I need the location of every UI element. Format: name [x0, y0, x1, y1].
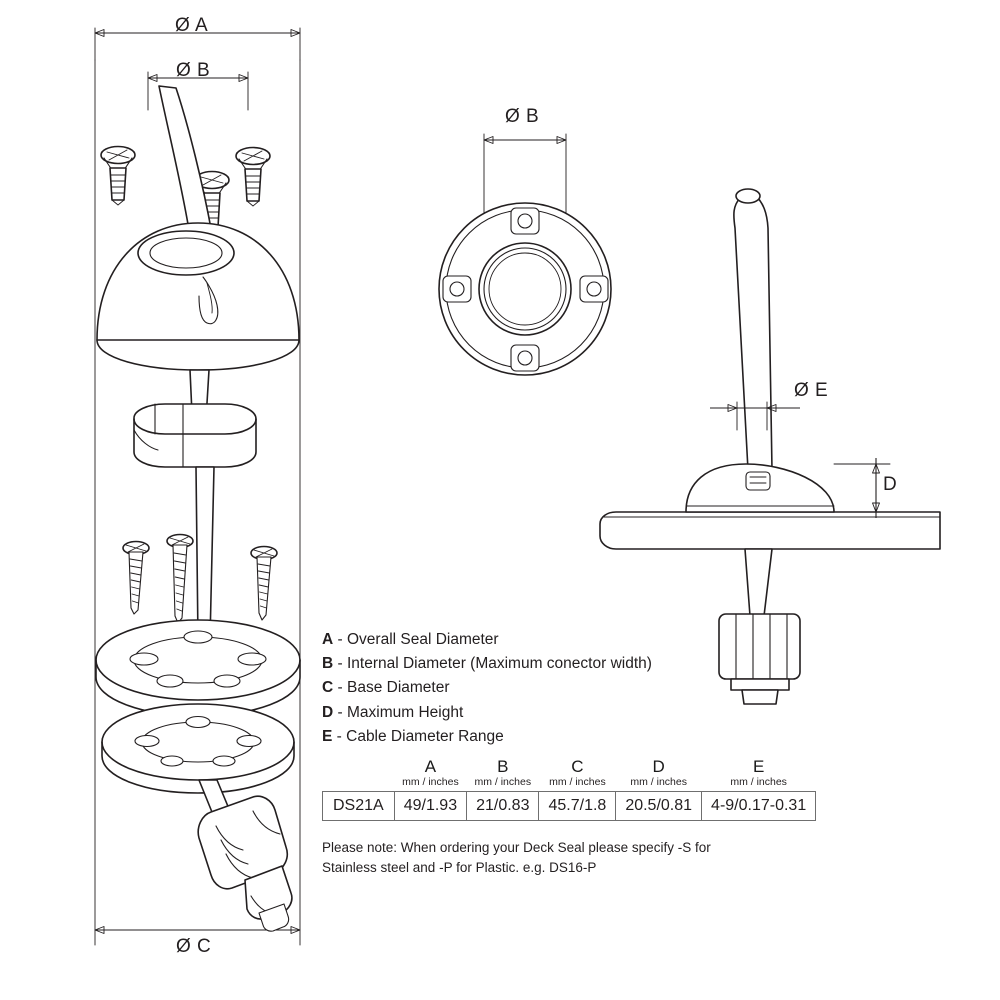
- cable-lower: [196, 467, 214, 640]
- label-base-diameter: Ø C: [176, 936, 212, 957]
- spec-table-head-row: [323, 758, 816, 776]
- legend-text-a: - Overall Seal Diameter: [337, 631, 499, 648]
- legend-text-b: - Internal Diameter (Maximum conector width): [337, 655, 652, 673]
- spec-head-a: A: [424, 757, 437, 776]
- spec-sub-d: mm / inches: [630, 776, 687, 788]
- wood-screw-left: [123, 542, 149, 615]
- legend-item-a: [322, 628, 722, 652]
- wood-screw-middle: [167, 535, 193, 624]
- dimension-max-height: [834, 458, 890, 518]
- legend-key-d: D: [322, 703, 334, 721]
- label-overall-diameter: Ø A: [175, 15, 209, 36]
- legend-text-e: - Cable Diameter Range: [336, 727, 504, 745]
- spec-value-c: 45.7/1.8: [539, 792, 616, 821]
- legend-key-b: B: [322, 655, 334, 673]
- dome-seal-cap: [97, 223, 299, 370]
- legend: [322, 628, 722, 749]
- legend-text-d: - Maximum Height: [337, 703, 464, 721]
- bolt-pad-bottom: [511, 345, 539, 371]
- spec-head-b: B: [497, 757, 509, 776]
- flange-plate-upper: [96, 620, 300, 716]
- spec-sub-blank: [323, 776, 395, 792]
- spec-sub-a: mm / inches: [402, 776, 459, 788]
- spec-head-c: C: [571, 757, 584, 776]
- legend-text-c: - Base Diameter: [337, 679, 450, 697]
- compression-grommet: [134, 404, 256, 467]
- deck-panel: [600, 512, 940, 549]
- label-cable-diameter: Ø E: [794, 380, 829, 401]
- side-view-installed: [600, 189, 940, 704]
- connector-side: [719, 614, 800, 704]
- legend-key-c: C: [322, 679, 334, 697]
- seal-dome-side: [686, 464, 834, 512]
- legend-item-e: [322, 725, 722, 749]
- spec-value-b: 21/0.83: [467, 792, 539, 821]
- spec-head-e: E: [752, 757, 765, 776]
- legend-key-e: E: [322, 727, 333, 745]
- spec-sub-c: mm / inches: [549, 776, 606, 788]
- spec-part-number: DS21A: [323, 792, 395, 821]
- machine-screw-left: [101, 147, 135, 206]
- spec-head-blank: [323, 758, 395, 776]
- spec-table: [322, 758, 816, 821]
- spec-value-a: 49/1.93: [394, 792, 466, 821]
- label-max-height: D: [883, 474, 898, 495]
- cable-upper: [159, 86, 212, 236]
- legend-item-d: [322, 701, 722, 725]
- spec-value-e: 4-9/0.17-0.31: [702, 792, 816, 821]
- wood-screw-right: [251, 547, 277, 621]
- spec-sub-e: mm / inches: [730, 776, 787, 788]
- spec-value-d: 20.5/0.81: [616, 792, 702, 821]
- label-internal-diameter-iso: Ø B: [176, 60, 211, 81]
- legend-item-b: [322, 652, 722, 676]
- ordering-note: Please note: When ordering your Deck Seal please specify -S for Stainless steel and -P for Plastic. e.g. DS16-P: [322, 840, 711, 875]
- label-internal-diameter-top: Ø B: [505, 106, 540, 127]
- legend-key-a: A: [322, 631, 334, 648]
- machine-screw-right: [236, 148, 270, 207]
- gasket-plate-lower: [102, 704, 294, 793]
- table-row: [323, 792, 816, 821]
- bolt-pad-left: [443, 276, 471, 302]
- legend-item-c: [322, 676, 722, 700]
- spec-sub-b: mm / inches: [474, 776, 532, 788]
- spec-table-subhead-row: [323, 776, 816, 792]
- bolt-pad-right: [580, 276, 608, 302]
- spec-head-d: D: [652, 757, 665, 776]
- bolt-pad-top: [511, 208, 539, 234]
- top-view-flange: [439, 134, 611, 375]
- cable-bottom-and-connector: [198, 780, 292, 931]
